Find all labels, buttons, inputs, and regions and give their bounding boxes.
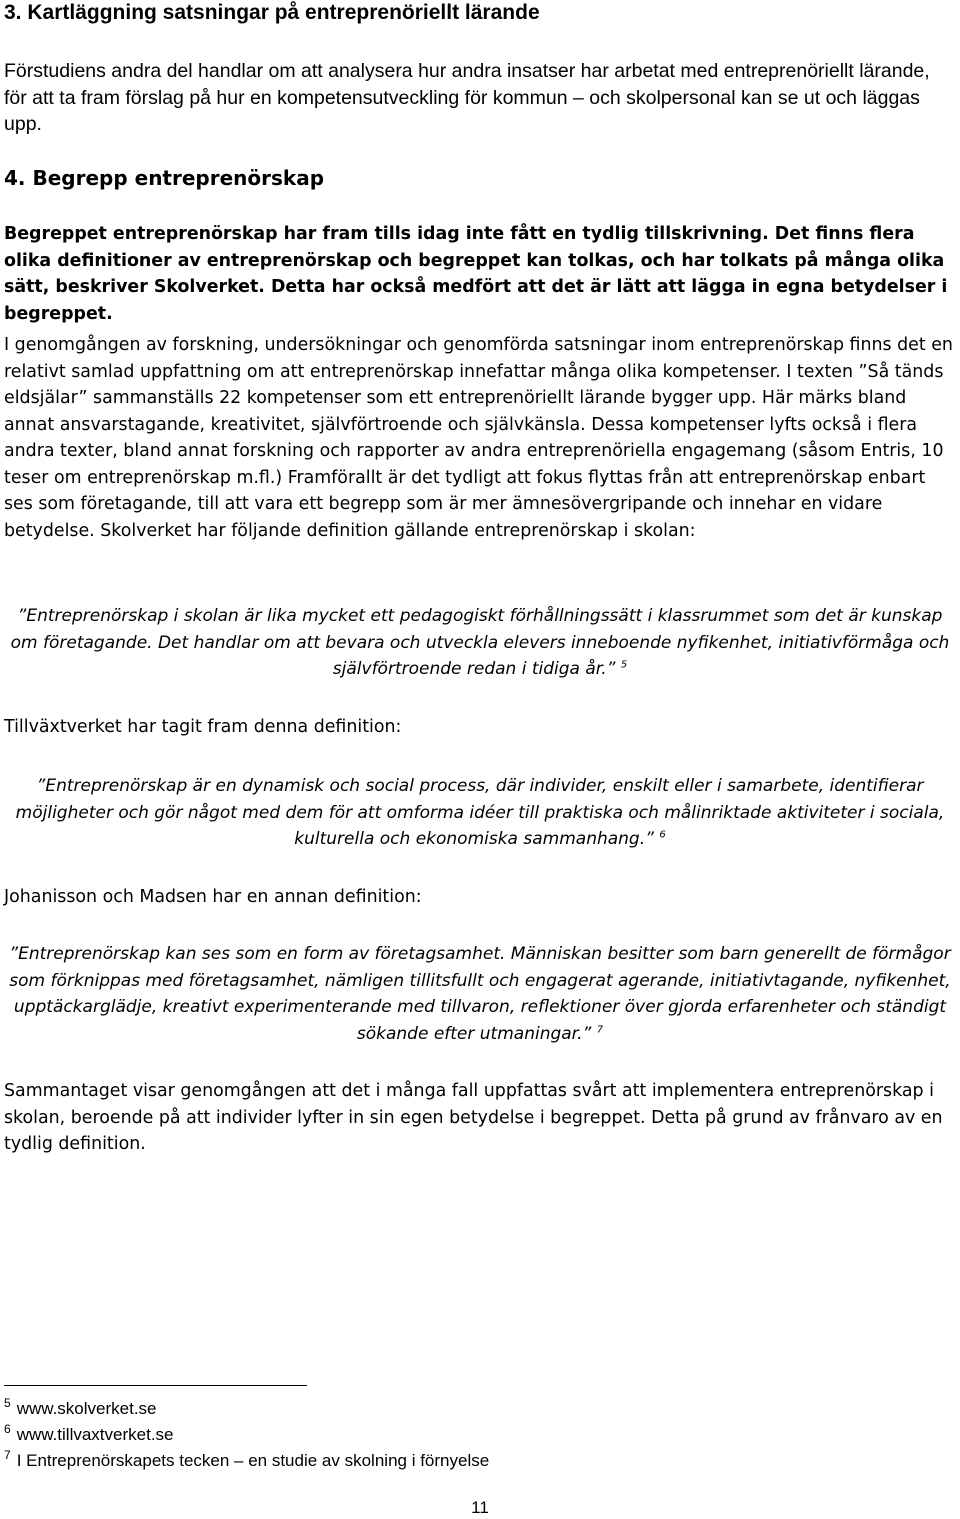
quote-johanisson-madsen [4, 941, 956, 1047]
section-4-paragraph-2: I genomgången av forskning, undersökningar och genomförda satsningar inom entreprenörskap finns det en relativt samlad uppfattning om att entreprenörskap innefattar många olika kompetenser. I texten ”Så tänds eldsjälar” sammanställs 22 kompetenser som ett entreprenöriellt lärande bygger upp. Här märks bland annat ansvarstagande, kreativitet, självförtroende och självkänsla. Dessa kompetenser lyfts också i flera andra texter, bland annat forskning och rapporter av andra entreprenöriella engagemang (såsom Entris, 10 teser om entreprenörskap m.fl.) Framförallt är det tydligt att fokus flyttas från att entreprenörskap enbart ses som företagande, till att vara ett begrepp som är mer ämnesövergripande och innehar en vidare betydelse. Skolverket har följande definition gällande entreprenörskap i skolan: [4, 335, 953, 541]
footnote-ref-6: 6 [659, 829, 666, 841]
footnote-ref-5: 5 [620, 659, 628, 671]
quote-tillvaxtverket [4, 773, 956, 853]
page-number: 11 [471, 1498, 489, 1517]
footnote-number: 6 [4, 1422, 11, 1436]
section-4-paragraph-1: Begreppet entreprenörskap har fram tills idag inte fått en tydlig tillskrivning. Det finns flera olika definitioner av entreprenörskap och begreppet kan tolkas, och har tolkats på många olika sätt, beskriver Skolverket. Detta har också medfört att det är lätt att lägga in egna betydelser i begreppet. [4, 224, 948, 324]
footnote-7 [4, 1450, 489, 1472]
footnote-separator [4, 1385, 307, 1386]
intro-johanisson-madsen: Johanisson och Madsen har en annan definition: [4, 887, 422, 907]
quote-skolverket-text: ”Entreprenörskap i skolan är lika mycket ett pedagogiskt förhållningssätt i klassrummet som det är kunskap om företagande. Det handlar om att bevara och utveckla elevers inneboende nyfikenhet, initiativförmåga och självförtroende redan i tidiga år.” [10, 606, 950, 679]
footnote-ref-7: 7 [596, 1023, 604, 1035]
footnote-6 [4, 1424, 174, 1446]
quote-johanisson-madsen-text: ”Entreprenörskap kan ses som en form av företagsamhet. Människan besitter som barn generellt de förmågor som förknippas med företagsamhet, nämligen tillitsfullt och engagerat agerande, initiativtagande, nyfikenhet, upptäckarglädje, kreativt experimenterande med tillvaron, reflektioner över gjorda erfarenheter och ständigt sökande efter utmaningar.” [9, 944, 951, 1044]
quote-skolverket [4, 603, 956, 683]
summary-paragraph: Sammantaget visar genomgången att det i många fall uppfattas svårt att implementera entreprenörskap i skolan, beroende på att individer lyfter in sin egen betydelse i begreppet. Detta på grund av frånvaro av en tydlig definition. [4, 1081, 943, 1154]
quote-tillvaxtverket-text: ”Entreprenörskap är en dynamisk och social process, där individer, enskilt eller i samarbete, identifierar möjligheter och gör något med dem för att omforma idéer till praktiska och målinriktade aktiviteter i sociala, kulturella och ekonomiska sammanhang.” [15, 776, 945, 849]
footnote-number: 5 [4, 1396, 11, 1410]
footnote-number: 7 [4, 1448, 11, 1462]
footnote-text: www.skolverket.se [16, 1399, 157, 1418]
footnote-5 [4, 1398, 157, 1420]
section-3-heading: 3. Kartläggning satsningar på entreprenöriellt lärande [4, 1, 540, 24]
footnote-text: www.tillvaxtverket.se [16, 1425, 174, 1444]
section-4-heading: 4. Begrepp entreprenörskap [4, 166, 325, 190]
footnote-text: I Entreprenörskapets tecken – en studie av skolning i förnyelse [16, 1451, 490, 1470]
intro-tillvaxtverket: Tillväxtverket har tagit fram denna definition: [4, 717, 402, 737]
section-3-paragraph: Förstudiens andra del handlar om att analysera hur andra insatser har arbetat med entreprenöriellt lärande, för att ta fram förslag på hur en kompetensutveckling för kommun – och skolpersonal kan se ut och läggas upp. [4, 60, 930, 135]
